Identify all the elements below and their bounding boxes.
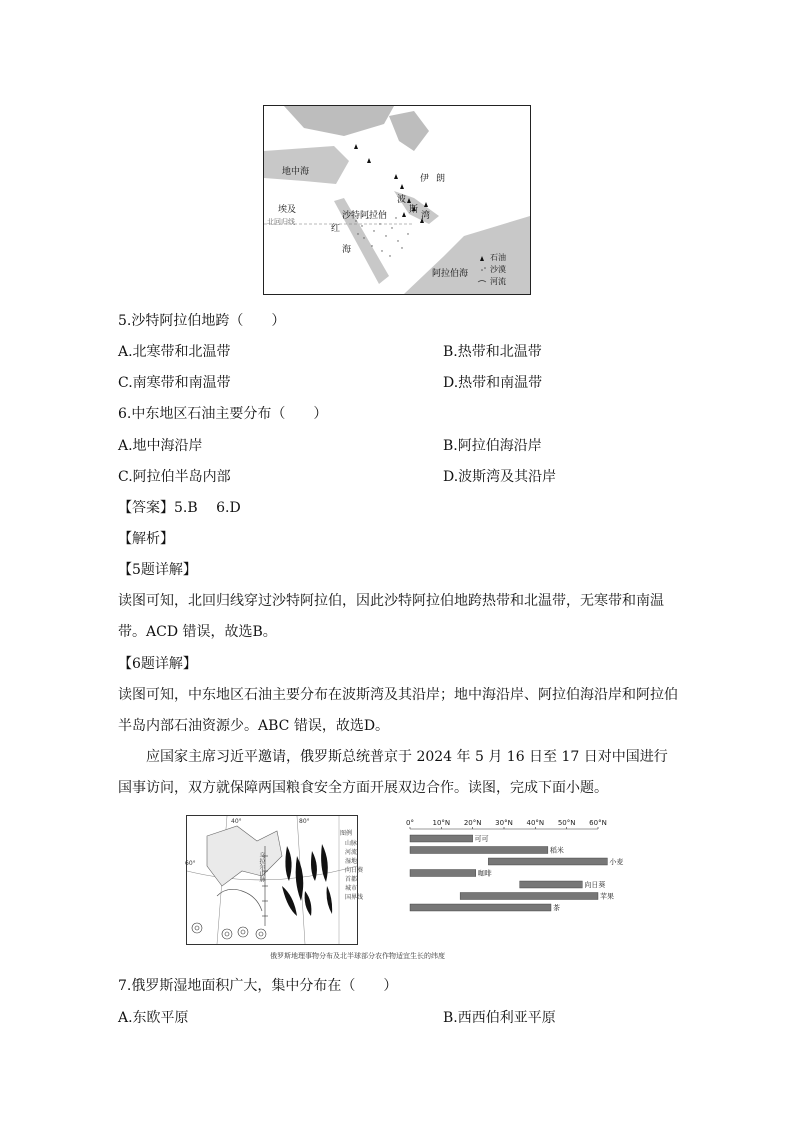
- chart-bar-label: 向日葵: [584, 881, 606, 889]
- chart-tick-label: 0°: [406, 819, 414, 827]
- label-sea: 海: [342, 245, 352, 255]
- q6-option-b: B.阿拉伯海沿岸: [443, 438, 542, 454]
- label-gulf-1: 波: [397, 195, 407, 205]
- label-iran-1: 伊: [420, 174, 430, 184]
- q6-option-d: D.波斯湾及其沿岸: [443, 469, 557, 485]
- label-iran-2: 朗: [436, 174, 446, 184]
- chart-tick-label: 10°N: [432, 819, 451, 827]
- legend-river: 河流: [490, 277, 506, 286]
- q7-option-a: A.东欧平原: [118, 1010, 189, 1026]
- q6-option-a: A.地中海沿岸: [118, 438, 203, 454]
- chart-tick-label: 50°N: [557, 819, 576, 827]
- chart-bar: [410, 870, 476, 877]
- label-tropic: 北回归线: [267, 218, 295, 226]
- map2-legend-sunflower: 向日葵: [345, 867, 364, 874]
- chart-bar-label: 咖啡: [477, 869, 492, 878]
- map2-legend-title: 图例: [340, 830, 353, 837]
- detail5-heading: 【5题详解】: [118, 562, 197, 578]
- map2-lon80: 80°: [299, 818, 310, 825]
- chart-bar-label: 稻米: [549, 846, 564, 855]
- label-gulf-3: 湾: [421, 211, 431, 221]
- detail5-text: 读图可知，北回归线穿过沙特阿拉伯，因此沙特阿拉伯地跨热带和北温带，无寒带和南温带。ACD 错误，故选B。: [118, 593, 664, 640]
- label-egypt: 埃及: [278, 205, 297, 215]
- map2-legend-mountain: 山脉: [345, 840, 358, 847]
- russia-map-drawing: [187, 816, 357, 944]
- chart-bar: [460, 893, 598, 900]
- map2-legend-border: 国界线: [345, 894, 364, 901]
- chart-tick-label: 20°N: [463, 819, 482, 827]
- map2-ural-label: 乌拉尔山脉: [258, 852, 265, 882]
- legend-desert: 沙漠: [490, 265, 506, 274]
- map2-lon40: 40°: [231, 818, 242, 825]
- analysis-heading: 【解析】: [118, 531, 174, 547]
- map2-legend-wetland: 湿地: [345, 858, 358, 865]
- chart-tick-label: 60°N: [589, 819, 607, 827]
- chart-bar-label: 苹果: [600, 892, 614, 901]
- chart-bar: [410, 847, 548, 854]
- q7-option-b: B.西西伯利亚平原: [443, 1010, 556, 1026]
- chart-bar-label: 茶: [553, 904, 560, 912]
- legend-oil: 石油: [490, 253, 506, 262]
- q6-stem: 6.中东地区石油主要分布（ ）: [118, 406, 328, 422]
- chart-bar: [488, 858, 607, 865]
- chart-tick-label: 30°N: [495, 819, 513, 827]
- detail6-text: 读图可知，中东地区石油主要分布在波斯湾及其沿岸；地中海沿岸、阿拉伯海沿岸和阿拉伯半岛内部石油资源少。ABC 错误，故选D。: [118, 687, 678, 734]
- middle-east-map: [263, 105, 531, 295]
- q6-option-c: C.阿拉伯半岛内部: [118, 469, 231, 485]
- chart-bar-label: 可可: [474, 835, 489, 843]
- label-red: 红: [331, 224, 341, 234]
- q5-stem: 5.沙特阿拉伯地跨（ ）: [118, 313, 286, 329]
- label-mediterranean: 地中海: [282, 167, 310, 177]
- detail6-heading: 【6题详解】: [118, 656, 197, 672]
- chart-tick-label: 40°N: [526, 819, 545, 827]
- map2-legend-capital: 首都: [345, 876, 358, 883]
- q7-stem: 7.俄罗斯湿地面积广大，集中分布在（ ）: [118, 978, 398, 994]
- chart-bar: [410, 904, 551, 911]
- russia-map: [186, 815, 358, 945]
- map2-legend-river: 河流: [345, 849, 358, 856]
- map2-lat60: 60°: [185, 860, 196, 867]
- map2-legend-city: 城市: [345, 885, 358, 892]
- q5-option-c: C.南寒带和南温带: [118, 375, 231, 391]
- q5-option-d: D.热带和南温带: [443, 375, 543, 391]
- intro-paragraph: 应国家主席习近平邀请，俄罗斯总统普京于 2024 年 5 月 16 日至 17 日对中国进行国事访问，双方就保障两国粮食安全方面开展双边合作。读图，完成下面小题。: [118, 749, 668, 796]
- label-arabian-sea: 阿拉伯海: [432, 269, 469, 279]
- crop-latitude-chart-svg: [360, 815, 624, 943]
- chart-bar-label: 小麦: [609, 858, 624, 866]
- label-gulf-2: 斯: [409, 205, 419, 215]
- chart-bar: [520, 881, 583, 888]
- figure-caption: 俄罗斯地理事物分布及北半球部分农作物适宜生长的纬度: [270, 952, 445, 960]
- answer: 【答案】5.B 6.D: [118, 500, 241, 516]
- chart-bar: [410, 835, 473, 842]
- q5-option-a: A.北寒带和北温带: [118, 344, 231, 360]
- q5-option-b: B.热带和北温带: [443, 344, 542, 360]
- crop-latitude-chart: [360, 815, 624, 943]
- label-saudi: 沙特阿拉伯: [342, 211, 388, 221]
